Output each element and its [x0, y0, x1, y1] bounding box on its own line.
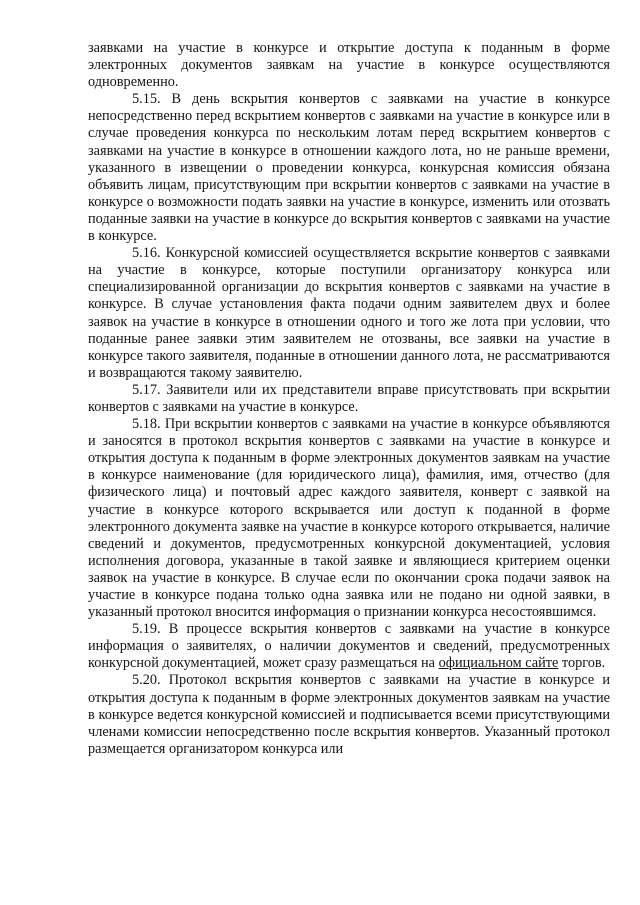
paragraph-5-19-tail: торгов.	[558, 655, 606, 672]
official-site-link[interactable]: официальном сайте	[438, 655, 559, 672]
paragraph-continuation: заявками на участие в конкурсе и открытие доступа к поданным в форме электронных документов заявкам на участие в конкурсе осуществляются одновременно.	[88, 40, 610, 91]
paragraph-5-18: 5.18. При вскрытии конвертов с заявками на участие в конкурсе объявляются и заносятся в протокол вскрытия конвертов с заявками на участие в конкурсе и открытия доступа к поданным в форме электронных документов заявкам на участие в конкурсе наименование (для юридического лица), фамилия, имя, отчество (для физического лица) и почтовый адрес каждого заявителя, конверт с заявкой на участие в конкурсе которого вскрывается или доступ к поданной в форме электронного документа заявке на участие в конкурсе которого открывается, наличие сведений и документов, предусмотренных конкурсной документацией, условия исполнения договора, указанные в такой заявке и являющиеся критерием оценки заявок на участие в конкурсе. В случае если по окончании срока подачи заявок на участие в конкурсе подана только одна заявка или не подано ни одной заявки, в указанный протокол вносится информация о признании конкурса несостоявшимся.	[88, 416, 610, 621]
paragraph-5-17: 5.17. Заявители или их представители вправе присутствовать при вскрытии конвертов с заявками на участие в конкурсе.	[88, 381, 610, 415]
paragraph-5-19-text: 5.19. В процессе вскрытия конвертов с заявками на участие в конкурсе информация о заявителях, о наличии документов и сведений, предусмотренных конкурсной документацией, может сразу размещаться на	[88, 621, 610, 672]
document-page	[88, 40, 610, 758]
paragraph-5-15: 5.15. В день вскрытия конвертов с заявками на участие в конкурсе непосредственно перед вскрытием конвертов с заявками на участие в конкурсе или в случае проведения конкурса по нескольким лотам перед вскрытием конвертов с заявками на участие в конкурсе в отношении каждого лота, но не раньше времени, указанного в извещении о проведении конкурса, конкурсная комиссия обязана объявить лицам, присутствующим при вскрытии конвертов с заявками на участие в конкурсе о возможности подать заявки на участие в конкурсе, изменить или отозвать поданные заявки на участие в конкурсе до вскрытия конвертов с заявками на участие в конкурсе.	[88, 91, 610, 245]
paragraph-5-19	[88, 621, 610, 672]
paragraph-5-20: 5.20. Протокол вскрытия конвертов с заявками на участие в конкурсе и открытия доступа к поданным в форме электронных документов заявкам на участие в конкурсе ведется конкурсной комиссией и подписывается всеми присутствующими членами комиссии непосредственно после вскрытия конвертов. Указанный протокол размещается организатором конкурса или	[88, 672, 610, 757]
paragraph-5-16: 5.16. Конкурсной комиссией осуществляется вскрытие конвертов с заявками на участие в конкурсе, которые поступили организатору конкурса или специализированной организации до вскрытия конвертов с заявками на участие в конкурсе. В случае установления факта подачи одним заявителем двух и более заявок на участие в конкурсе в отношении одного и того же лота при условии, что поданные ранее заявки этим заявителем не отозваны, все заявки на участие в конкурсе такого заявителя, поданные в отношении данного лота, не рассматриваются и возвращаются такому заявителю.	[88, 245, 610, 381]
